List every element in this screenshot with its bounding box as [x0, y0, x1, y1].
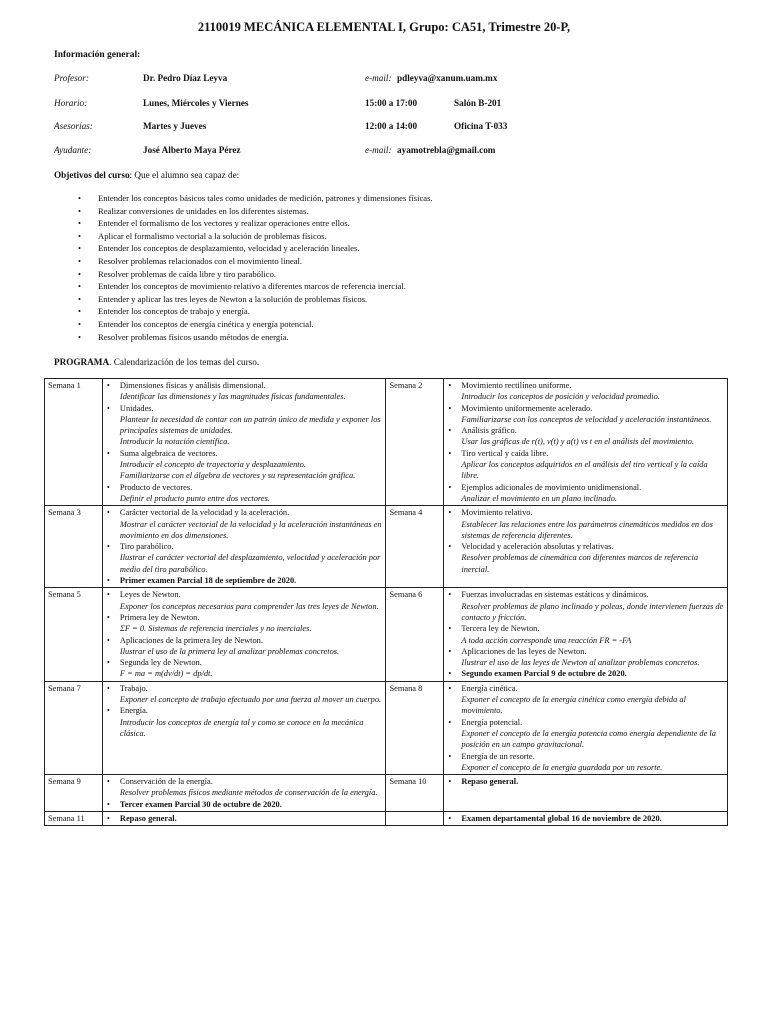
- programa-label: PROGRAMA: [54, 357, 110, 367]
- table-row: [45, 775, 728, 812]
- objective-item: • Entender los conceptos de desplazamiento, velocidad y aceleración lineales.: [78, 242, 433, 255]
- topic-title: Energía de un resorte.: [461, 751, 535, 761]
- topic-description: Familiarizarse con los conceptos de velocidad y aceleración instantáneos.: [461, 414, 712, 424]
- asesorias-time: 12:00 a 14:00: [365, 121, 418, 131]
- topic-list: [447, 683, 724, 773]
- asesorias-days: Martes y Jueves: [143, 121, 207, 131]
- objective-item: • Aplicar el formalismo vectorial a la solución de problemas físicos.: [78, 230, 433, 243]
- topic-description: Identificar las dimensiones y las magnitudes físicas fundamentales.: [119, 392, 346, 402]
- week-label: Semana 2: [386, 379, 444, 506]
- ayudante-name: José Alberto Maya Pérez: [143, 145, 241, 155]
- asesorias-room: Oficina T-033: [454, 121, 508, 131]
- info-row-asesorias: [54, 121, 754, 135]
- topic-item: [106, 448, 383, 482]
- objectives-list: [78, 192, 433, 343]
- week-label: Semana 6: [386, 588, 444, 681]
- topic-description: Exponer el concepto de la energía guardada por un resorte.: [461, 762, 663, 772]
- topic-title: Energía.: [119, 706, 148, 716]
- topic-list: [447, 776, 724, 787]
- topic-description: Plantear la necesidad de contar con un patrón único de medida y exponer los principales sistemas de unidades.: [119, 414, 381, 436]
- week-topics: [102, 681, 386, 774]
- topic-item: [447, 751, 724, 774]
- week-label: Semana 8: [386, 681, 444, 774]
- info-row-ayudante: [54, 145, 754, 159]
- topic-title: Tercer examen Parcial 30 de octubre de 2020.: [119, 799, 282, 809]
- topic-description: Establecer las relaciones entre los parámetros cinemáticos medidos en dos sistemas de referencia diferentes.: [461, 519, 713, 540]
- topic-item: [447, 448, 724, 482]
- objective-item: • Entender los conceptos básicos tales como unidades de medición, patrones y dimensiones físicas.: [78, 192, 433, 205]
- topic-title: Leyes de Newton.: [119, 590, 181, 600]
- topic-item: [447, 717, 724, 751]
- info-row-profesor: [54, 73, 754, 87]
- week-topics: [444, 811, 728, 825]
- week-label: Semana 9: [45, 775, 103, 812]
- topic-item: [447, 507, 724, 541]
- topic-item: [106, 776, 383, 799]
- topic-title: Tiro vertical y caída libre.: [461, 448, 549, 458]
- topic-list: [106, 507, 383, 586]
- topic-item: [447, 482, 724, 505]
- horario-room: Salón B-201: [454, 98, 502, 108]
- topic-item: [447, 380, 724, 403]
- topic-title: Trabajo.: [119, 683, 148, 693]
- topic-item: [447, 623, 724, 646]
- programa-heading: [54, 357, 259, 367]
- topic-title: Movimiento relativo.: [461, 508, 533, 518]
- topic-description: Exponer el concepto de trabajo efectuado por una fuerza al mover un cuerpo.: [119, 695, 382, 705]
- profesor-email-label: e-mail:: [365, 73, 392, 83]
- topic-description: ΣF = 0. Sistemas de referencia inerciales y no inerciales.: [119, 624, 312, 634]
- objective-item: • Resolver problemas de caída libre y tiro parabólico.: [78, 268, 433, 281]
- exam-item: [106, 799, 383, 810]
- topic-item: [106, 541, 383, 575]
- topic-description: Usar las gráficas de r(t), v(t) y a(t) vs t en el análisis del movimiento.: [461, 437, 695, 447]
- exam-item: [447, 776, 724, 787]
- topic-title: Dimensiones físicas y análisis dimensional.: [119, 381, 266, 390]
- objective-item: • Entender los conceptos de energía cinética y energía potencial.: [78, 318, 433, 331]
- week-label: Semana 11: [45, 811, 103, 825]
- week-topics: [102, 811, 386, 825]
- topic-list: [447, 507, 724, 575]
- topic-item: [447, 541, 724, 575]
- topic-title: Conservación de la energía.: [119, 777, 213, 787]
- topic-description: Introducir el concepto de trayectoria y desplazamiento.: [119, 460, 306, 470]
- week-label: Semana 1: [45, 379, 103, 506]
- topic-description: Analizar el movimiento en un plano inclinado.: [461, 493, 618, 503]
- exam-item: [447, 668, 724, 679]
- topic-description: Exponer los conceptos necesarios para comprender las tres leyes de Newton.: [119, 601, 379, 611]
- topic-item: [106, 482, 383, 505]
- topic-title: Tercera ley de Newton.: [461, 624, 540, 634]
- objective-item: • Entender y aplicar las tres leyes de Newton a la solución de problemas físicos.: [78, 293, 433, 306]
- topic-description: Resolver problemas de cinemática con diferentes marcos de referencia inercial.: [461, 553, 699, 574]
- topic-title: Primer examen Parcial 18 de septiembre de 2020.: [119, 576, 297, 586]
- topic-description: Ilustrar el uso de la primera ley al analizar problemas concretos.: [119, 646, 340, 656]
- topic-item: [447, 425, 724, 448]
- topic-list: [106, 589, 383, 679]
- topic-item: [106, 380, 383, 403]
- table-row: [45, 811, 728, 825]
- exam-item: [447, 813, 724, 824]
- week-label: Semana 3: [45, 506, 103, 588]
- topic-item: [106, 683, 383, 706]
- topic-description: Exponer el concepto de la energía potencia como energía dependiente de la posición en un campo gravitacional.: [461, 728, 716, 750]
- topic-list: [447, 813, 724, 824]
- topic-item: [106, 403, 383, 448]
- topic-title: Tiro parabólico.: [119, 542, 174, 552]
- topic-list: [447, 589, 724, 679]
- table-row: [45, 379, 728, 506]
- topic-list: [106, 380, 383, 504]
- ayudante-email: ayamotrebla@gmail.com: [397, 145, 496, 155]
- topic-title: Análisis gráfico.: [461, 426, 517, 436]
- topic-item: [447, 683, 724, 717]
- topic-description: Ilustrar el uso de las leyes de Newton al analizar problemas concretos.: [461, 658, 700, 668]
- topic-item: [106, 589, 383, 612]
- topic-description: Introducir los conceptos de energía tal y como se conoce en la mecánica clásica.: [119, 717, 364, 738]
- horario-label: Horario:: [54, 98, 88, 108]
- topic-title: Velocidad y aceleración absolutas y relativas.: [461, 542, 614, 552]
- topic-title: Examen departamental global 16 de noviembre de 2020.: [461, 813, 662, 823]
- week-topics: [444, 506, 728, 588]
- week-topics: [102, 775, 386, 812]
- week-topics: [444, 775, 728, 812]
- objectives-intro: : Que el alumno sea capaz de:: [129, 170, 240, 180]
- topic-title: Suma algebraica de vectores.: [119, 448, 218, 458]
- topic-title: Segunda ley de Newton.: [119, 658, 202, 668]
- profesor-label: Profesor:: [54, 73, 89, 83]
- objective-item: • Resolver problemas relacionados con el movimiento lineal.: [78, 255, 433, 268]
- page-title: 2110019 MECÁNICA ELEMENTAL I, Grupo: CA51, Trimestre 20-P,: [197, 20, 571, 34]
- week-topics: [444, 379, 728, 506]
- topic-title: Aplicaciones de las leyes de Newton.: [461, 646, 587, 656]
- topic-title: Unidades.: [119, 403, 154, 413]
- ayudante-label: Ayudante:: [54, 145, 92, 155]
- table-row: [45, 588, 728, 681]
- topic-list: [447, 380, 724, 504]
- week-topics: [444, 681, 728, 774]
- topic-item: [106, 612, 383, 635]
- programa-text: . Calendarización de los temas del curso.: [109, 357, 260, 367]
- topic-description: Introducir los conceptos de posición y velocidad promedio.: [461, 392, 660, 402]
- profesor-name: Dr. Pedro Díaz Leyva: [143, 73, 228, 83]
- topic-title: Carácter vectorial de la velocidad y la aceleración.: [119, 508, 290, 518]
- horario-time: 15:00 a 17:00: [365, 98, 418, 108]
- objective-item: • Entender los conceptos de trabajo y energía.: [78, 305, 433, 318]
- schedule-table: [44, 378, 728, 826]
- topic-title: Repaso general.: [461, 777, 519, 787]
- topic-item: [106, 507, 383, 541]
- objectives-label: Objetivos del curso: [54, 170, 130, 180]
- topic-list: [106, 776, 383, 810]
- exam-item: [106, 575, 383, 586]
- topic-description: Introducir la notación científica.: [119, 437, 230, 447]
- topic-description: Exponer el concepto de la energía cinética como energía debida al movimiento.: [461, 695, 686, 716]
- week-label: Semana 5: [45, 588, 103, 681]
- week-label: [386, 811, 444, 825]
- topic-list: [106, 683, 383, 739]
- topic-list: [106, 813, 383, 824]
- topic-description: Mostrar el carácter vectorial de la velocidad y la aceleración instantáneas en movimiento en dos dimensiones.: [119, 519, 382, 540]
- profesor-email: pdleyva@xanum.uam.mx: [397, 73, 498, 83]
- topic-title: Energía potencial.: [461, 717, 523, 727]
- topic-description: Ilustrar el carácter vectorial del desplazamiento, velocidad y aceleración por medio del tiro parabólico.: [119, 553, 381, 574]
- topic-item: [106, 657, 383, 680]
- topic-description: Resolver problemas físicos mediante métodos de conservación de la energía.: [119, 788, 378, 798]
- week-topics: [102, 588, 386, 681]
- objective-item: • Entender los conceptos de movimiento relativo a diferentes marcos de referencia inercial.: [78, 280, 433, 293]
- topic-title: Energía cinética.: [461, 683, 518, 693]
- topic-title: Fuerzas involucradas en sistemas estáticos y dinámicos.: [461, 590, 649, 600]
- topic-title: Primera ley de Newton.: [119, 612, 200, 622]
- topic-description: Familiarizarse con el álgebra de vectores y su representación gráfica.: [119, 471, 356, 481]
- topic-title: Producto de vectores.: [119, 482, 193, 492]
- info-row-horario: [54, 98, 754, 112]
- general-info-heading: Información general:: [54, 50, 141, 60]
- week-topics: [444, 588, 728, 681]
- topic-description: Resolver problemas de plano inclinado y poleas, donde intervienen fuerzas de contacto y fricción.: [461, 601, 724, 622]
- topic-description: Definir el producto punto entre dos vectores.: [119, 493, 270, 503]
- horario-days: Lunes, Miércoles y Viernes: [143, 98, 249, 108]
- asesorias-label: Asesorías:: [54, 121, 93, 131]
- topic-item: [447, 403, 724, 426]
- topic-description: Aplicar los conceptos adquiridos en el análisis del tiro vertical y la caída libre.: [461, 460, 708, 481]
- table-row: [45, 506, 728, 588]
- topic-item: [106, 705, 383, 739]
- objective-item: • Resolver problemas físicos usando métodos de energía.: [78, 331, 433, 344]
- objective-item: • Realizar conversiones de unidades en los diferentes sistemas.: [78, 205, 433, 218]
- topic-title: Movimiento uniformemente acelerado.: [461, 403, 593, 413]
- topic-title: Repaso general.: [119, 813, 177, 823]
- ayudante-email-label: e-mail:: [365, 145, 392, 155]
- topic-title: Aplicaciones de la primera ley de Newton.: [119, 635, 263, 645]
- topic-description: A toda acción corresponde una reacción FR = -FA: [461, 635, 632, 645]
- week-topics: [102, 506, 386, 588]
- week-label: Semana 10: [386, 775, 444, 812]
- topic-item: [447, 646, 724, 669]
- table-row: [45, 681, 728, 774]
- topic-item: [106, 635, 383, 658]
- objective-item: • Entender el formalismo de los vectores y realizar operaciones entre ellos.: [78, 217, 433, 230]
- exam-item: [106, 813, 383, 824]
- topic-description: F = ma = m(dv/dt) = dp/dt.: [119, 669, 213, 679]
- objectives-heading: [54, 170, 239, 180]
- week-label: Semana 4: [386, 506, 444, 588]
- topic-title: Movimiento rectilíneo uniforme.: [461, 381, 572, 390]
- week-topics: [102, 379, 386, 506]
- topic-item: [447, 589, 724, 623]
- topic-title: Ejemplos adicionales de movimiento unidimensional.: [461, 482, 642, 492]
- topic-title: Segundo examen Parcial 9 de octubre de 2020.: [461, 669, 627, 679]
- week-label: Semana 7: [45, 681, 103, 774]
